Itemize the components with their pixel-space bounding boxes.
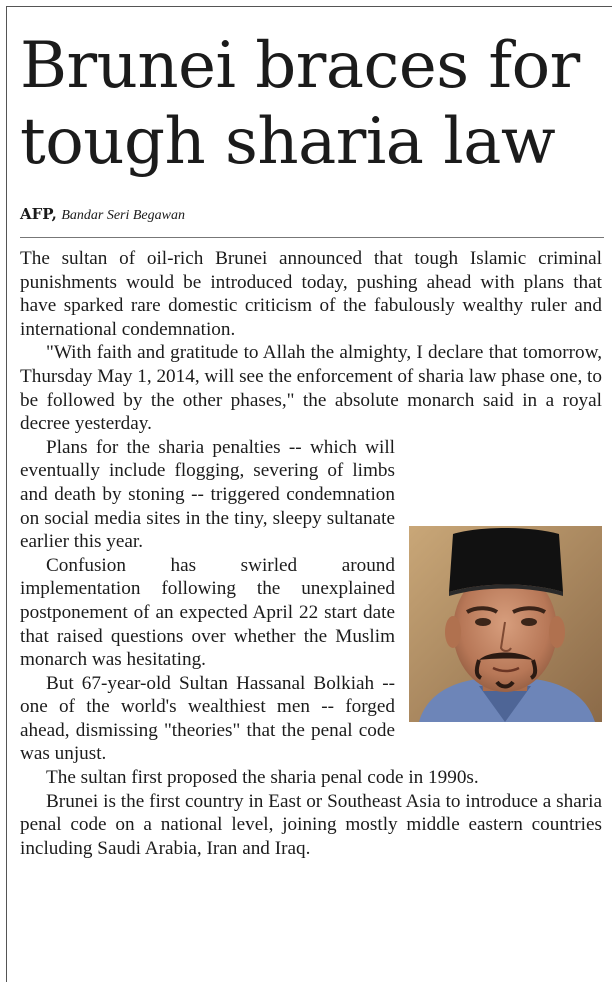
portrait-image <box>409 526 602 722</box>
paragraph-2: "With faith and gratitude to Allah the almighty, I declare that tomorrow, Thursday May 1, 2014, will see the enforcement of sharia law phase one, to be followed by the other phases," the absolute monarch said in a royal decree yesterday. <box>20 342 602 435</box>
byline-place: Bandar Seri Begawan <box>61 208 185 223</box>
sultan-portrait-photo <box>409 526 602 722</box>
paragraph-5: But 67-year-old Sultan Hassanal Bolkiah -- one of the world's wealthiest men -- forged ahead, dismissing "theories" that the penal code was unjust. <box>20 672 395 765</box>
byline <box>20 205 185 225</box>
headline-line-2: tough sharia law <box>20 105 556 179</box>
byline-agency: AFP, <box>20 205 57 223</box>
top-rule <box>6 6 612 7</box>
paragraph-4: Confusion has swirled around implementation following the unexplained postponement of an expected April 22 start date that raised questions over whether the Muslim monarch was hesitating. <box>20 554 395 671</box>
paragraph-3: Plans for the sharia penalties -- which will eventually include flogging, severing of limbs and death by stoning -- triggered condemnation on social media sites in the tiny, sleepy sultanate earlier this year. <box>20 436 395 553</box>
headline-line-1: Brunei braces for <box>20 29 580 103</box>
article-body <box>20 247 602 860</box>
left-column-rule <box>6 6 7 982</box>
paragraph-1: The sultan of oil-rich Brunei announced that tough Islamic criminal punishments would be introduced today, pushing ahead with plans that have sparked rare domestic criticism of the fabulously wealthy ruler and international condemnation. <box>20 248 602 340</box>
headline <box>20 28 610 180</box>
paragraph-7: Brunei is the first country in East or Southeast Asia to introduce a sharia penal code on a national level, joining mostly middle eastern countries including Saudi Arabia, Iran and Iraq. <box>20 790 602 859</box>
paragraph-6: The sultan first proposed the sharia penal code in 1990s. <box>46 767 479 789</box>
byline-divider <box>20 237 604 238</box>
